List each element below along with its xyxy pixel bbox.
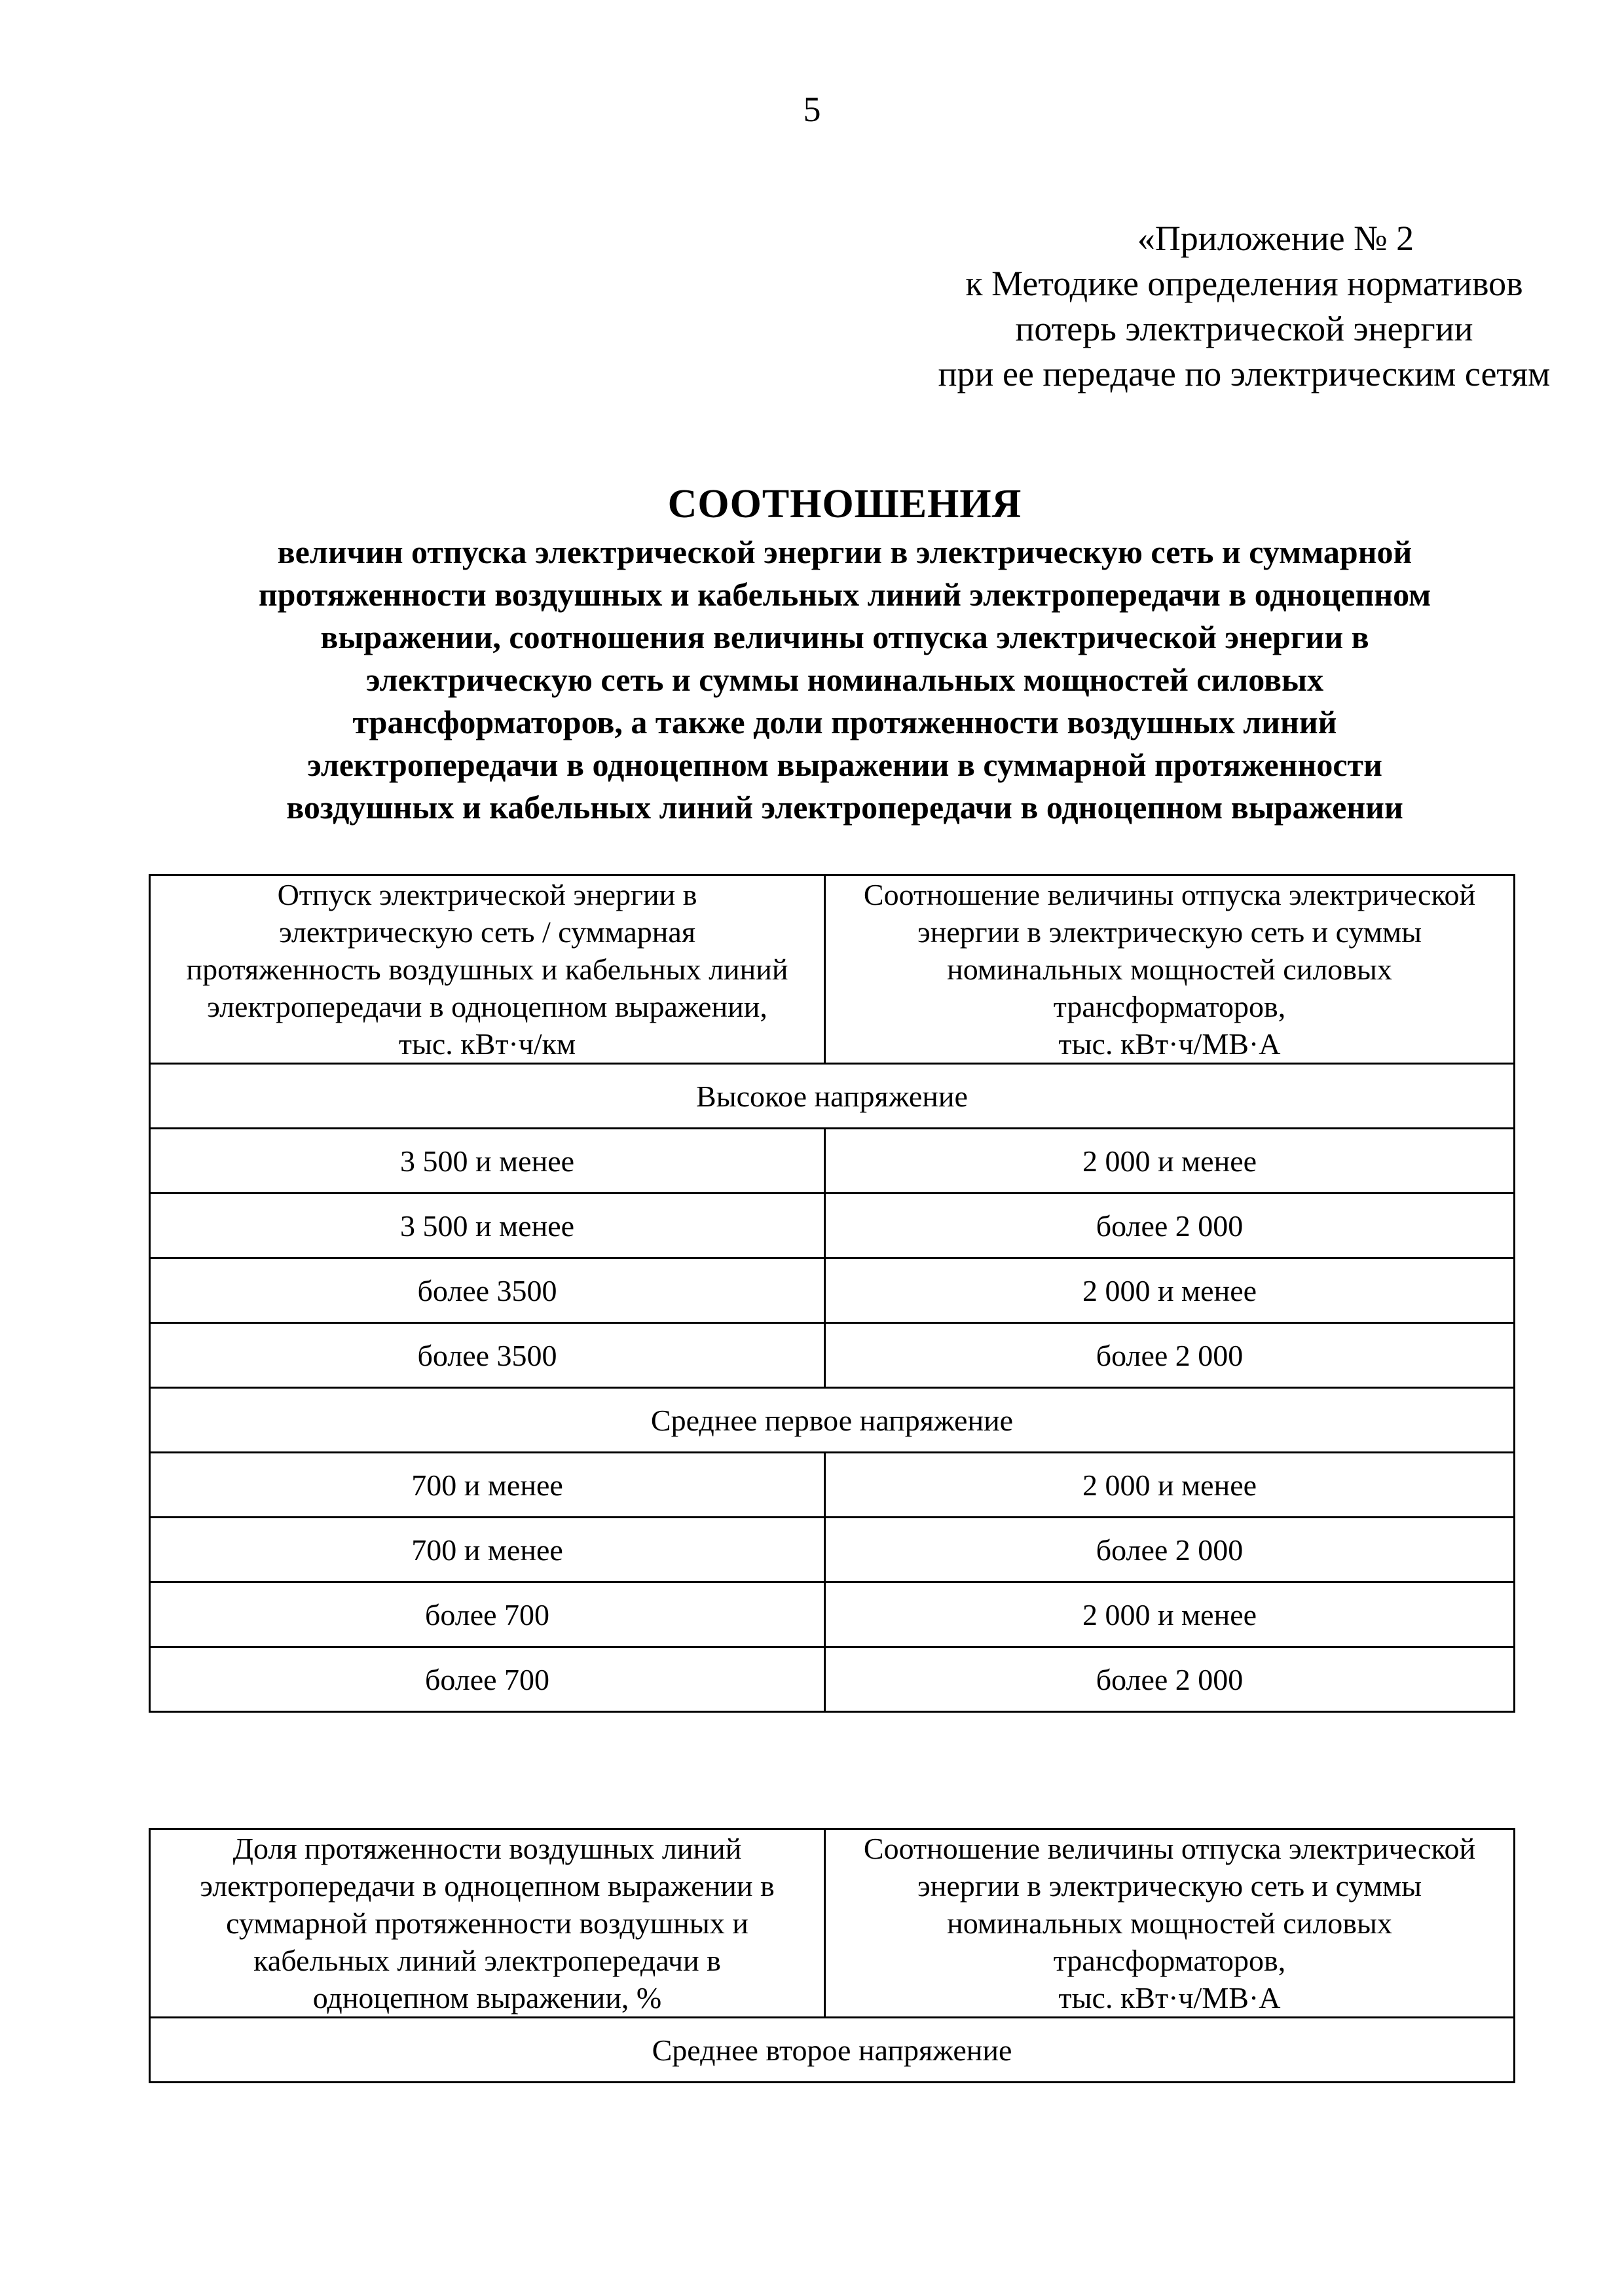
table-row: [150, 1518, 1515, 1582]
table-row: [150, 1129, 1515, 1194]
cell-energy-per-km: 3 500 и менее: [150, 1129, 825, 1194]
header-cell-energy-per-km: Отпуск электрической энергии в электрическую сеть / суммарная протяженность воздушных и кабельных линий электропередачи в одноцепном выражении, тыс. кВт·ч/км: [150, 875, 825, 1064]
appendix-line: потерь электрической энергии: [1015, 309, 1473, 348]
table-header-row: [150, 1829, 1515, 2018]
cell-energy-per-mva: 2 000 и менее: [825, 1582, 1515, 1647]
section-title: Среднее второе напряжение: [150, 2018, 1515, 2083]
subtitle-line: электропередачи в одноцепном выражении в суммарной протяженности: [307, 746, 1382, 783]
subtitle-line: воздушных и кабельных линий электропередачи в одноцепном выражении: [286, 789, 1403, 826]
title-main: СООТНОШЕНИЯ: [667, 482, 1022, 526]
cell-energy-per-mva: 2 000 и менее: [825, 1258, 1515, 1323]
table-header-row: [150, 875, 1515, 1064]
appendix-reference: [773, 216, 1624, 397]
appendix-line: «Приложение № 2: [1137, 219, 1414, 258]
section-row-medium-first-voltage: [150, 1388, 1515, 1453]
header-cell-energy-per-mva: Соотношение величины отпуска электрической энергии в электрическую сеть и суммы номинальных мощностей силовых трансформаторов, тыс. кВт·ч/МВ·А: [825, 1829, 1515, 2018]
cell-energy-per-km: более 3500: [150, 1323, 825, 1388]
cell-energy-per-mva: более 2 000: [825, 1518, 1515, 1582]
page-number: 5: [803, 90, 821, 129]
cell-energy-per-mva: более 2 000: [825, 1194, 1515, 1258]
cell-energy-per-km: более 3500: [150, 1258, 825, 1323]
cell-energy-per-mva: 2 000 и менее: [825, 1453, 1515, 1518]
cell-energy-per-km: 700 и менее: [150, 1518, 825, 1582]
cell-energy-per-mva: 2 000 и менее: [825, 1129, 1515, 1194]
subtitle-line: величин отпуска электрической энергии в электрическую сеть и суммарной: [277, 534, 1412, 570]
section-title: Высокое напряжение: [150, 1064, 1515, 1129]
cell-energy-per-km: более 700: [150, 1582, 825, 1647]
section-title: Среднее первое напряжение: [150, 1388, 1515, 1453]
subtitle-line: выражении, соотношения величины отпуска электрической энергии в: [320, 619, 1369, 655]
cell-energy-per-mva: более 2 000: [825, 1647, 1515, 1712]
header-cell-energy-per-mva: Соотношение величины отпуска электрической энергии в электрическую сеть и суммы номинальных мощностей силовых трансформаторов, тыс. кВт·ч/МВ·А: [825, 875, 1515, 1064]
appendix-line: к Методике определения нормативов: [965, 264, 1523, 303]
ratios-table-medium-second: [149, 1828, 1515, 2083]
section-row-high-voltage: [150, 1064, 1515, 1129]
title-subtitle: [131, 531, 1559, 829]
subtitle-line: протяженности воздушных и кабельных линий электропередачи в одноцепном: [258, 576, 1431, 613]
table-row: [150, 1258, 1515, 1323]
header-cell-overhead-line-share: Доля протяженности воздушных линий электропередачи в одноцепном выражении в суммарной протяженности воздушных и кабельных линий электропередачи в одноцепном выражении, %: [150, 1829, 825, 2018]
subtitle-line: трансформаторов, а также доли протяженности воздушных линий: [352, 704, 1337, 740]
table-row: [150, 1194, 1515, 1258]
cell-energy-per-km: 700 и менее: [150, 1453, 825, 1518]
subtitle-line: электрическую сеть и суммы номинальных мощностей силовых: [365, 661, 1324, 698]
table-row: [150, 1582, 1515, 1647]
table-row: [150, 1647, 1515, 1712]
document-title: [131, 481, 1559, 829]
table-row: [150, 1323, 1515, 1388]
cell-energy-per-km: 3 500 и менее: [150, 1194, 825, 1258]
cell-energy-per-mva: более 2 000: [825, 1323, 1515, 1388]
section-row-medium-second-voltage: [150, 2018, 1515, 2083]
table-row: [150, 1453, 1515, 1518]
ratios-table-high-and-medium-first: [149, 874, 1515, 1713]
cell-energy-per-km: более 700: [150, 1647, 825, 1712]
appendix-line: при ее передаче по электрическим сетям: [938, 354, 1551, 393]
